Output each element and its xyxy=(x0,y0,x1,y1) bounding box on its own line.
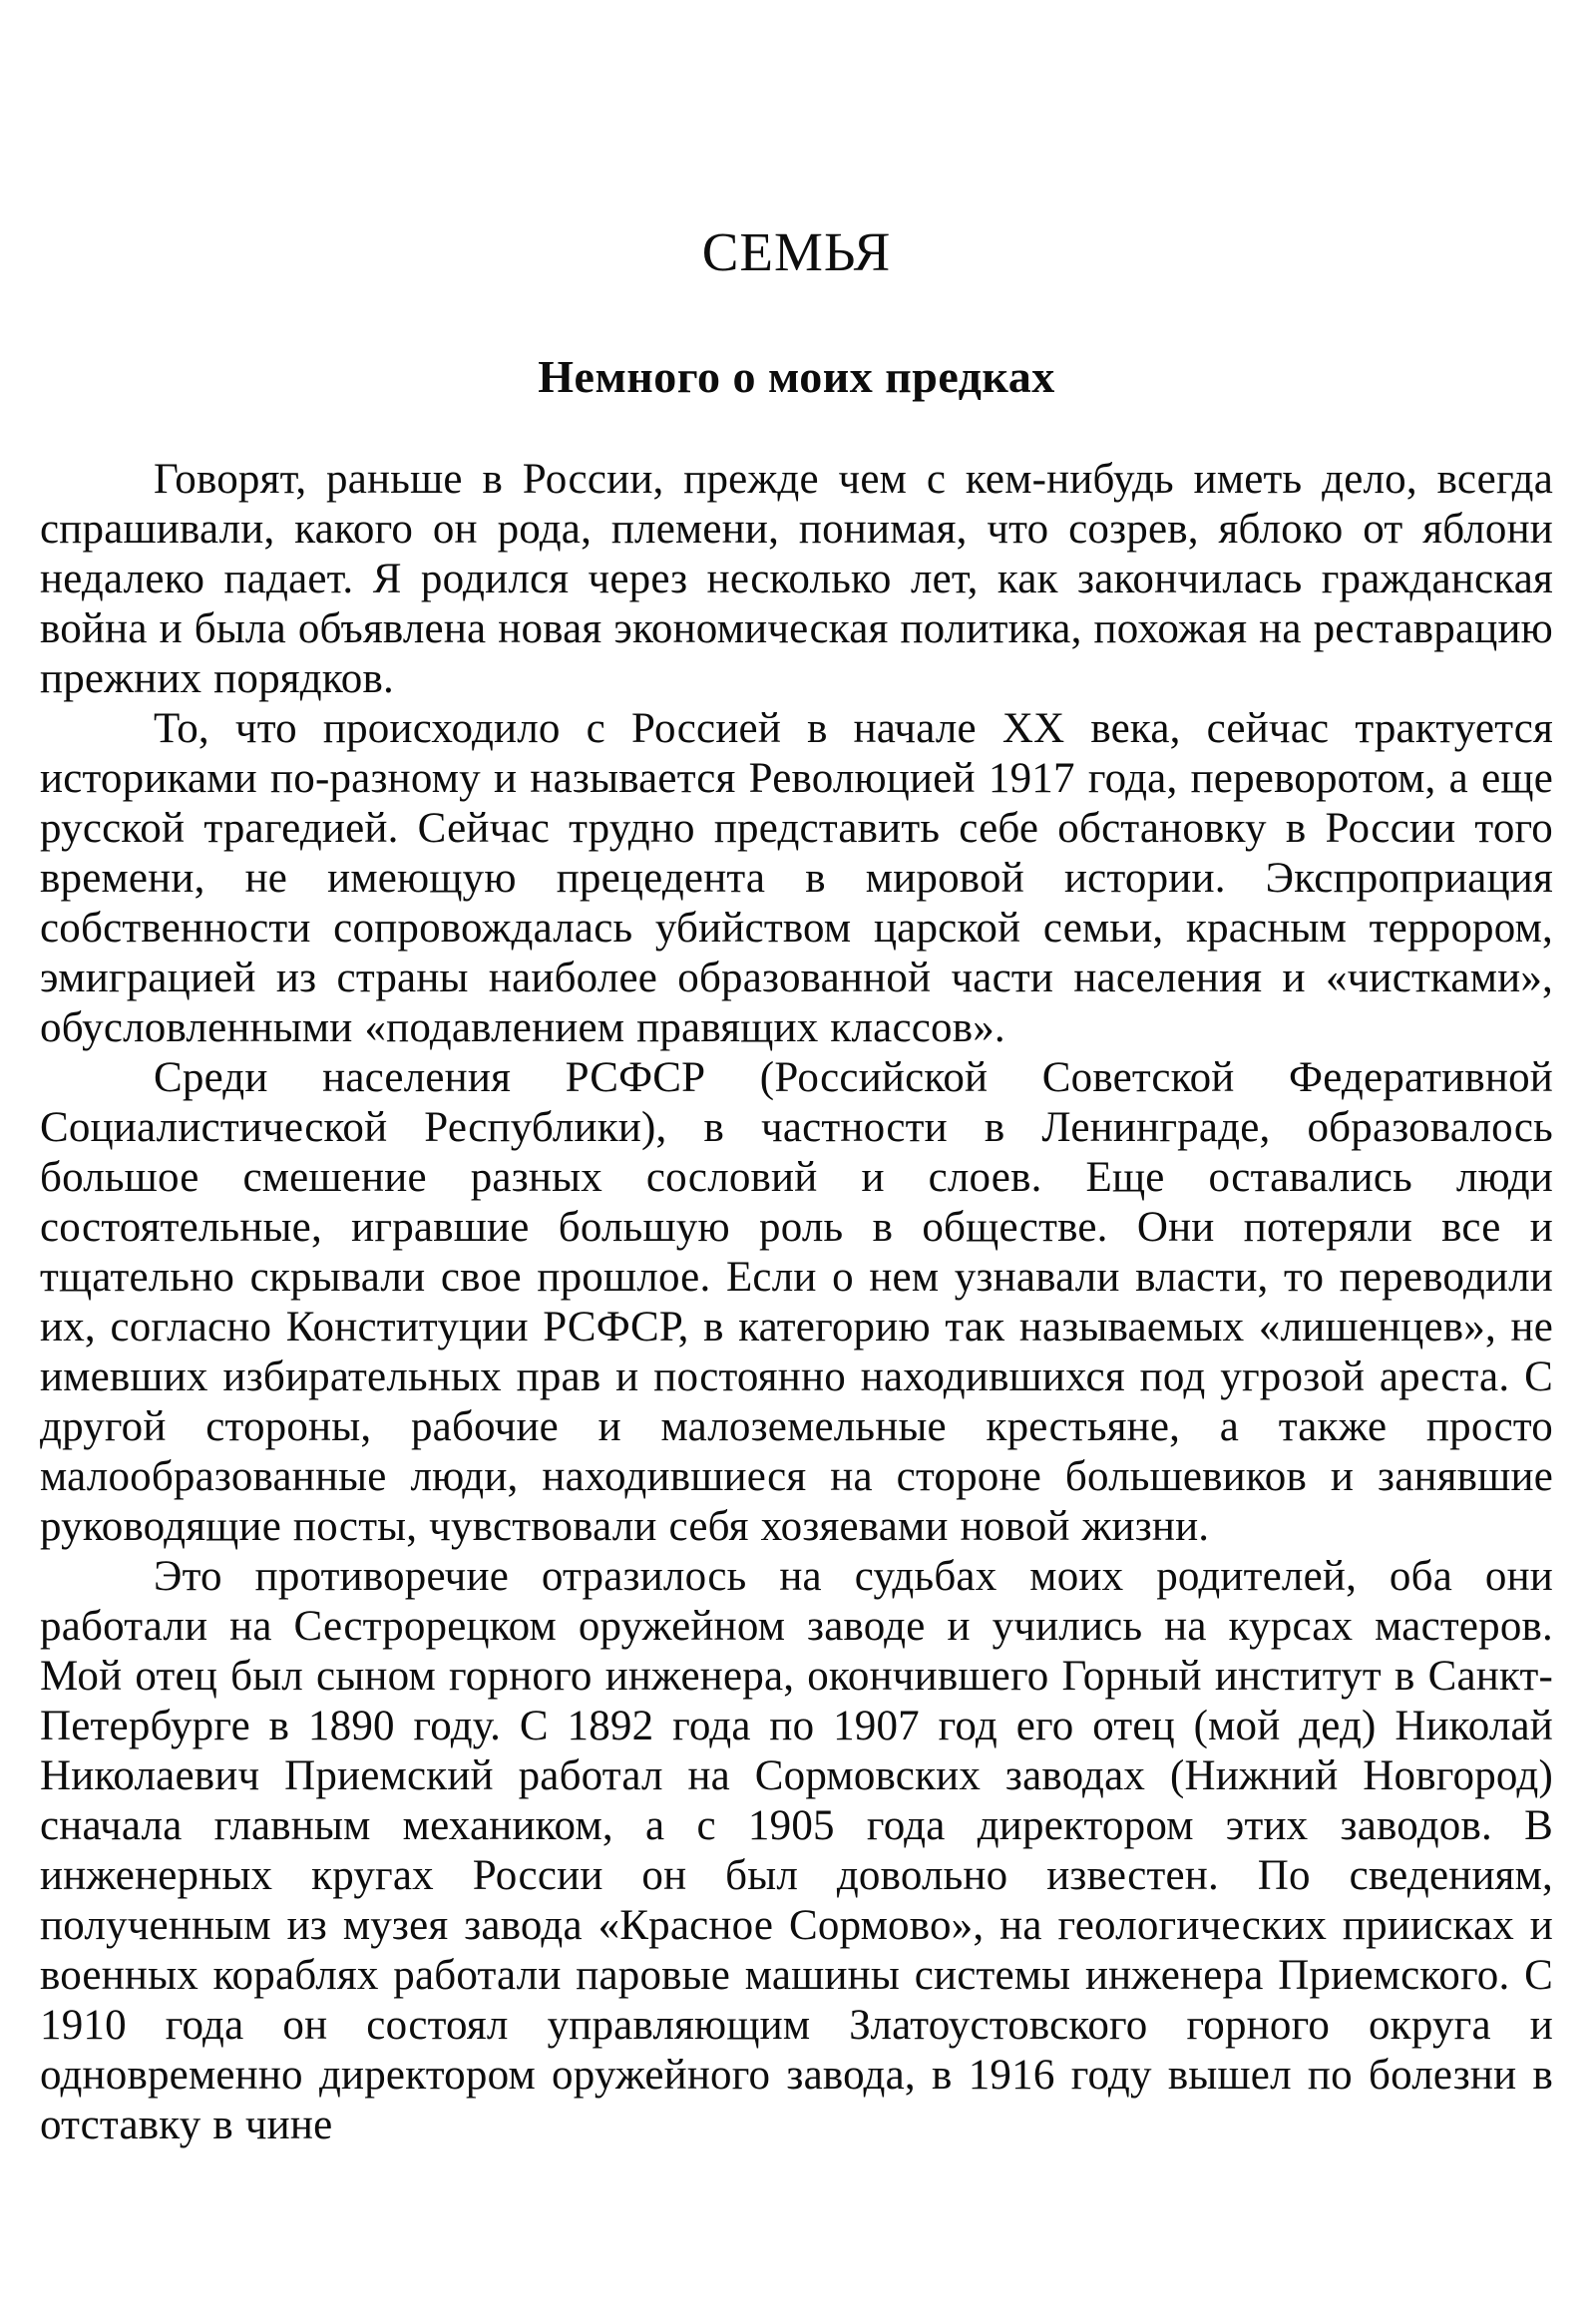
paragraph: Это противоречие отразилось на судьбах моих родителей, оба они работали на Сестрорецком оружейном заводе и учились на курсах мастеров. Мой отец был сыном горного инженера, окончившего Горный институт в Санкт-Петербурге в 1890 году. С 1892 года по 1907 год его отец (мой дед) Николай Николаевич Приемский работал на Сормовских заводах (Нижний Новгород) сначала главным механиком, а с 1905 года директором этих заводов. В инженерных кругах России он был довольно известен. По сведениям, полученным из музея завода «Красное Сормово», на геологических приисках и военных кораблях работали паровые машины системы инженера Приемского. С 1910 года он состоял управляющим Златоустовского горного округа и одновременно директором оружейного завода, в 1916 году вышел по болезни в отставку в чине xyxy=(40,1553,1553,2148)
section-subtitle: Немного о моих предках xyxy=(538,351,1055,402)
paragraph: Среди населения РСФСР (Российской Советской Федеративной Социалистической Республики), в частности в Ленинграде, образовалось большое смешение разных сословий и слоев. Еще оставались люди состоятельные, игравшие большую роль в обществе. Они потеряли все и тщательно скрывали свое прошлое. Если о нем узнавали власти, то переводили их, согласно Конституции РСФСР, в категорию так называемых «лишенцев», не имевших избирательных прав и постоянно находившихся под угрозой ареста. С другой стороны, рабочие и малоземельные крестьяне, а также просто малообразованные люди, находившиеся на стороне большевиков и занявшие руководящие посты, чувствовали себя хозяевами новой жизни. xyxy=(40,1054,1553,1550)
body-text xyxy=(40,455,1553,2150)
paragraph: То, что происходило с Россией в начале XX века, сейчас трактуется историками по-разному и называется Революцией 1917 года, переворотом, а еще русской трагедией. Сейчас трудно представить себе обстановку в России того времени, не имеющую прецедента в мировой истории. Экспроприация собственности сопровождалась убийством царской семьи, красным террором, эмиграцией из страны наиболее образованной части населения и «чистками», обусловленными «подавлением правящих классов». xyxy=(40,705,1553,1051)
paragraph: Говорят, раньше в России, прежде чем с кем-нибудь иметь дело, всегда спрашивали, какого он рода, племени, понимая, что созрев, яблоко от яблони недалеко падает. Я родился через несколько лет, как закончилась гражданская война и была объявлена новая экономическая политика, похожая на реставрацию прежних порядков. xyxy=(40,456,1553,702)
chapter-title: СЕМЬЯ xyxy=(701,221,892,282)
